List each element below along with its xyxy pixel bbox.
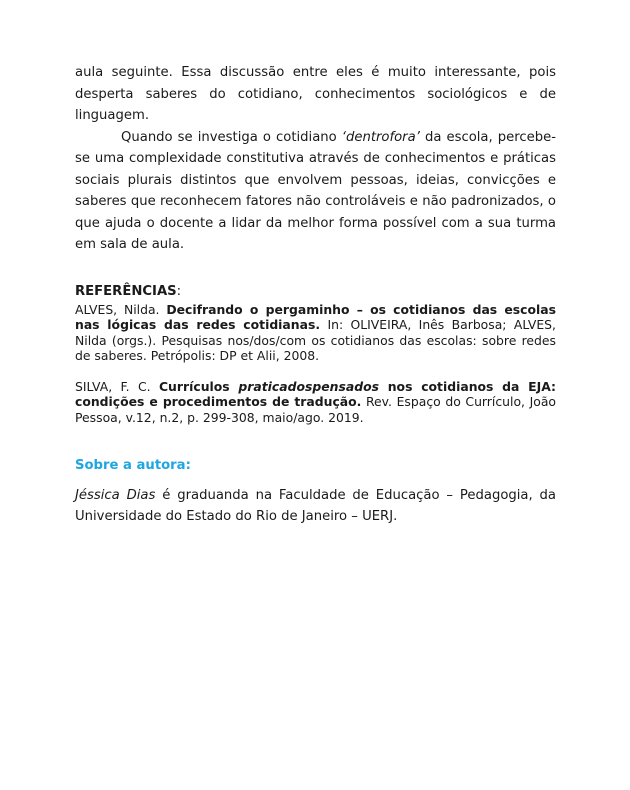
reference-1-author: ALVES, Nilda. bbox=[75, 301, 167, 317]
author-section-heading: Sobre a autora: bbox=[75, 457, 191, 473]
reference-2-title-italic: praticadospensados bbox=[238, 378, 379, 394]
document-page bbox=[75, 62, 556, 528]
references-heading-text: REFERÊNCIAS bbox=[75, 283, 177, 299]
paragraph-2-rest: da escola, percebe-se uma complexidade constitutiva através de conhecimentos e práticas sociais plurais distintos que envolvem pessoas, ideias, convicções e saberes que reconhecem fatores não controláveis e não padronizados, o que ajuda o docente a lidar da melhor forma possível com a sua turma em sala de aula. bbox=[75, 129, 556, 252]
reference-2-details: Rev. Espaço do Currículo, João Pessoa, v.12, n.2, p. 299-308, maio/ago. 2019. bbox=[75, 394, 556, 426]
paragraph-2-italic-term: ‘dentrofora’ bbox=[341, 129, 420, 145]
paragraph-2-start: Quando se investiga o cotidiano bbox=[121, 129, 342, 145]
reference-2-title-a: Currículos bbox=[158, 378, 239, 394]
author-bio-text: é graduanda na Faculdade de Educação – Pedagogia, da Universidade do Estado do Rio de Janeiro – UERJ. bbox=[75, 487, 557, 525]
reference-2-title-b: nos cotidianos da EJA: condições e procedimentos de tradução. bbox=[75, 378, 557, 410]
author-name: Jéssica Dias bbox=[75, 487, 156, 503]
paragraph-2 bbox=[75, 127, 556, 256]
reference-2-author: SILVA, F. C. bbox=[75, 378, 159, 394]
author-bio bbox=[75, 485, 556, 528]
references-heading-colon: : bbox=[176, 283, 182, 299]
paragraph-1: aula seguinte. Essa discussão entre eles é muito interessante, pois desperta saberes do cotidiano, conhecimentos sociológicos e de linguagem. bbox=[75, 65, 556, 123]
reference-1 bbox=[75, 302, 556, 364]
reference-1-title: Decifrando o pergaminho – os cotidianos das escolas nas lógicas das redes cotidianas. bbox=[75, 301, 556, 333]
reference-2 bbox=[75, 379, 556, 426]
reference-1-details: In: OLIVEIRA, Inês Barbosa; ALVES, Nilda (orgs.). Pesquisas nos/dos/com os cotidianos das escolas: sobre redes de saberes. Petrópolis: DP et Alii, 2008. bbox=[75, 317, 556, 364]
references-heading bbox=[75, 281, 556, 302]
